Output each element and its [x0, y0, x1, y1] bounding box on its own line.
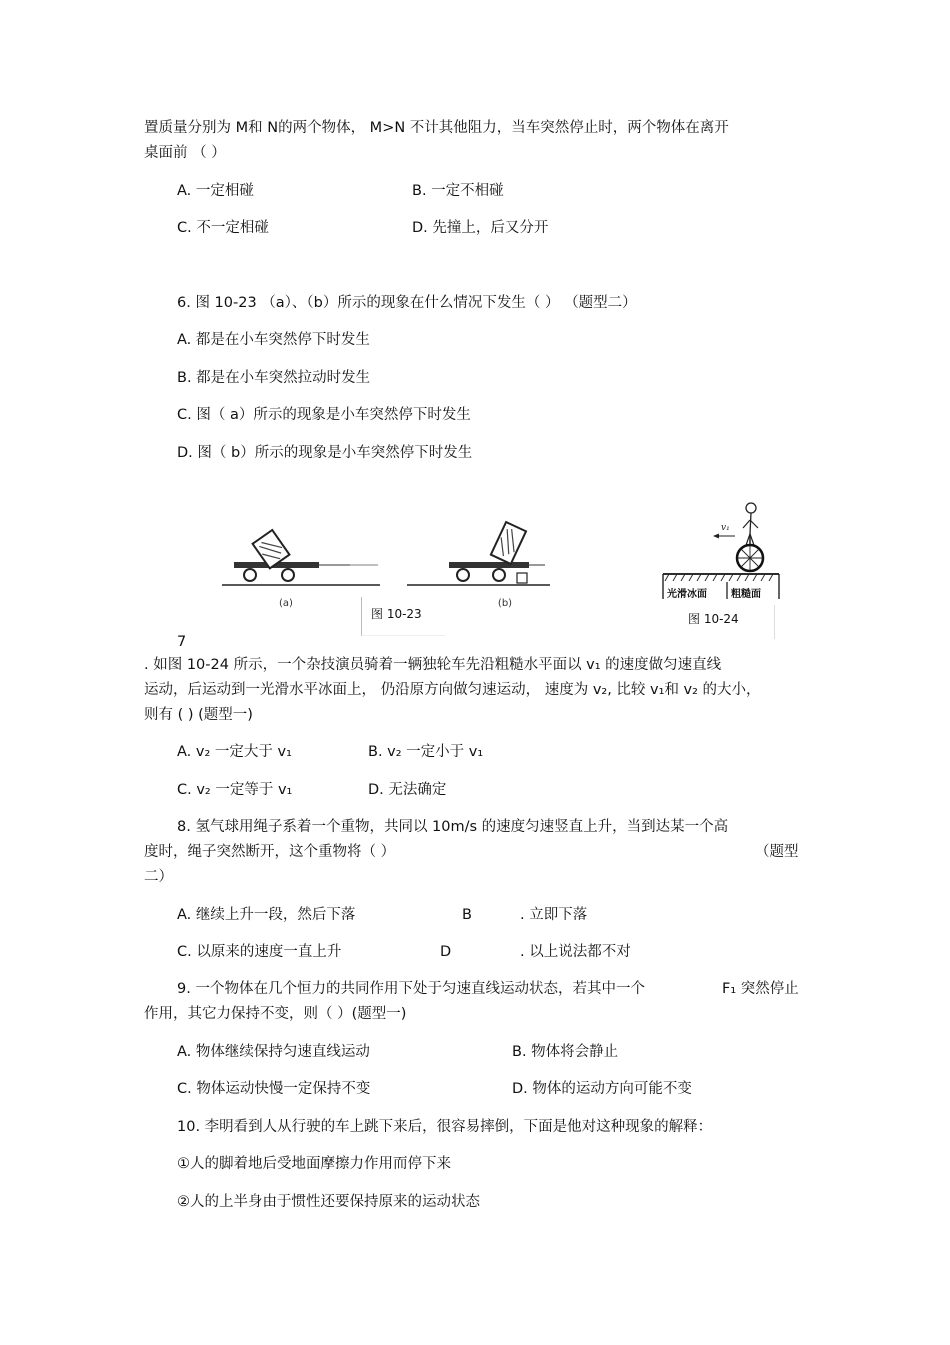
- q5-option-b: B. 一定不相碰: [412, 183, 504, 199]
- q10-stem: 10. 李明看到人从行驶的车上跳下来后，很容易摔倒，下面是他对这种现象的解释：: [177, 1119, 713, 1135]
- q7-option-c: C. v₂ 一定等于 v₁: [177, 782, 293, 798]
- q7-number: 7: [177, 634, 187, 650]
- q7-option-b: B. v₂ 一定小于 v₁: [368, 744, 484, 760]
- q6-option-d: D. 图（ b）所示的现象是小车突然停下时发生: [177, 445, 473, 461]
- q9-option-b: B. 物体将会静止: [512, 1044, 619, 1060]
- q8-option-c: C. 以原来的速度一直上升: [177, 944, 342, 960]
- q8-line1: 8. 氢气球用绳子系着一个重物，共同以 10m/s 的速度匀速竖直上升，当到达某一个高: [177, 819, 729, 835]
- q8-option-d-letter: D: [440, 944, 452, 960]
- figure-divider: [774, 605, 775, 639]
- q5-option-d: D. 先撞上，后又分开: [412, 220, 549, 236]
- q7-option-d: D. 无法确定: [368, 782, 447, 798]
- q9-line1: 9. 一个物体在几个恒力的共同作用下处于匀速直线运动状态，若其中一个: [177, 981, 645, 997]
- fig-a-label: (a): [279, 598, 293, 609]
- q6-option-b: B. 都是在小车突然拉动时发生: [177, 370, 371, 386]
- rough-surface-label: 粗糙面: [731, 589, 761, 600]
- q9-option-c: C. 物体运动快慢一定保持不变: [177, 1081, 371, 1097]
- q8-option-a: A. 继续上升一段，然后下落: [177, 907, 356, 923]
- q8-line3: 二）: [144, 869, 173, 885]
- q8-line2: 度时，绳子突然断开，这个重物将（ ）: [144, 844, 396, 860]
- figure-10-23-caption: 图 10-23: [371, 607, 422, 621]
- q8-option-b-text: . 立即下落: [520, 907, 588, 923]
- figure-10-24-caption: 图 10-24: [688, 612, 739, 626]
- q7-option-a: A. v₂ 一定大于 v₁: [177, 744, 292, 760]
- q9-line2: 作用，其它力保持不变，则（ ）(题型一): [144, 1006, 407, 1022]
- figure-10-24: [655, 498, 780, 606]
- q9-option-d: D. 物体的运动方向可能不变: [512, 1081, 692, 1097]
- q9-line1-right: F₁ 突然停止: [722, 981, 799, 997]
- q8-line2-right: （题型: [755, 844, 799, 860]
- ice-surface-label: 光滑冰面: [667, 589, 707, 600]
- q5-line1: 置质量分别为 M和 N的两个物体， M>N 不计其他阻力，当车突然停止时，两个物体在离开: [144, 120, 729, 136]
- v1-label: v₁: [721, 523, 730, 533]
- q6-option-c: C. 图（ a）所示的现象是小车突然停下时发生: [177, 407, 471, 423]
- q6-stem: 6. 图 10-23 （a）、（b）所示的现象在什么情况下发生（ ） （题型二）: [177, 295, 637, 311]
- q7-line2: 运动，后运动到一光滑水平冰面上， 仍沿原方向做匀速运动， 速度为 v₂, 比较 v₁和 v₂ 的大小，: [144, 682, 761, 698]
- q7-line3: 则有 ( ) (题型一): [144, 707, 253, 723]
- q6-option-a: A. 都是在小车突然停下时发生: [177, 332, 370, 348]
- fig-b-label: (b): [497, 598, 513, 609]
- q10-item-2: ②人的上半身由于惯性还要保持原来的运动状态: [177, 1194, 480, 1210]
- q5-line2: 桌面前 （ ）: [144, 145, 226, 161]
- q8-option-b-letter: B: [462, 907, 472, 923]
- q8-option-d-text: . 以上说法都不对: [520, 944, 631, 960]
- q5-option-a: A. 一定相碰: [177, 183, 254, 199]
- q10-item-1: ①人的脚着地后受地面摩擦力作用而停下来: [177, 1156, 451, 1172]
- q7-line1: . 如图 10-24 所示，一个杂技演员骑着一辆独轮车先沿粗糙水平面以 v₁ 的速度做匀速直线: [144, 657, 722, 673]
- q9-option-a: A. 物体继续保持匀速直线运动: [177, 1044, 370, 1060]
- q5-option-c: C. 不一定相碰: [177, 220, 269, 236]
